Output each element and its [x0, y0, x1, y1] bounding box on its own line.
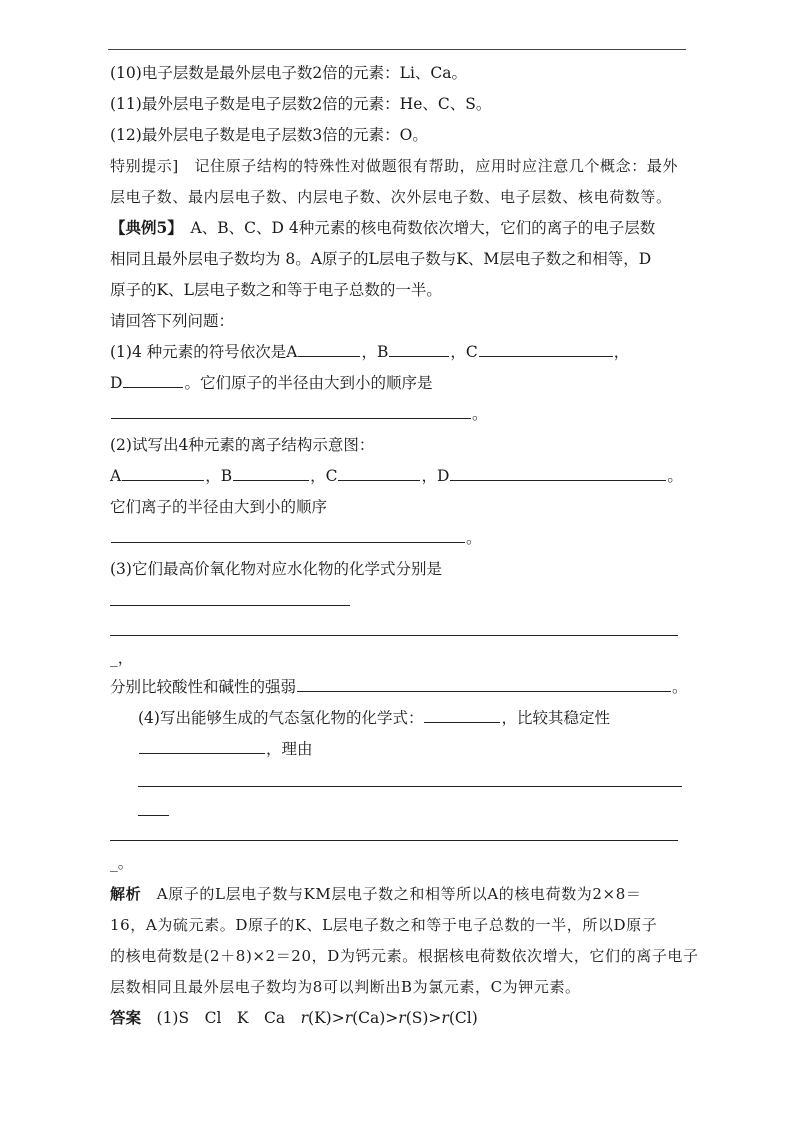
solution-line-2: 16，A为硫元素。D原子的K、L层电子数之和等于电子总数的一半，所以D原子	[110, 916, 658, 934]
q4-line-2	[138, 739, 313, 759]
q1-line-1	[110, 342, 629, 362]
q1-comma: ，	[613, 343, 630, 361]
solution-line-3: 的核电荷数是(2＋8)×2＝20，D为钙元素。根据核电荷数依次增大，它们的离子电子	[110, 947, 699, 965]
blank-q4-reason-3[interactable]	[110, 840, 678, 841]
q2-label-b: ，B	[205, 467, 233, 485]
q1-label-b: ，B	[361, 343, 389, 361]
blank-q3-1[interactable]	[110, 605, 350, 606]
q4-line-end: _。	[110, 854, 134, 872]
q2-line-1: (2)试写出4种元素的离子结构示意图：	[110, 436, 375, 454]
answer-r-1: r	[300, 1009, 309, 1027]
blank-q1-radius[interactable]	[111, 404, 471, 419]
q2-period-2: 。	[466, 529, 482, 547]
blank-q3-2[interactable]	[110, 635, 678, 636]
blank-q2-d[interactable]	[450, 466, 666, 481]
q3-line-3: _，	[110, 649, 134, 667]
blank-q1-c[interactable]	[479, 342, 613, 357]
tip-line-1: 特别提示] 记住原子结构的特殊性对做题很有帮助，应用时应注意几个概念：最外	[110, 157, 679, 175]
fact-line-11: (11)最外层电子数是电子层数2倍的元素：He、C、S。	[110, 95, 492, 113]
q3-compare-prompt: 分别比较酸性和碱性的强弱	[110, 678, 297, 696]
q1-label-d: D	[110, 374, 123, 392]
fact-line-10: (10)电子层数是最外层电子数2倍的元素：Li、Ca。	[110, 64, 468, 82]
q4-reason-prompt: ，理由	[266, 740, 313, 758]
blank-q2-c[interactable]	[338, 466, 420, 481]
blank-q4-reason-1[interactable]	[138, 786, 682, 787]
q3-line-4	[110, 677, 688, 697]
blank-q2-b[interactable]	[233, 466, 309, 481]
q2-line-2	[110, 466, 683, 486]
answer-r-2: r	[344, 1009, 353, 1027]
blank-q4-reason-2[interactable]	[138, 815, 169, 816]
example-line-3: 原子的K、L层电子数之和等于电子总数的一半。	[110, 281, 442, 299]
answer-k: (K)>	[308, 1009, 345, 1027]
blank-q4-stability[interactable]	[139, 739, 265, 754]
blank-q1-d[interactable]	[123, 373, 183, 388]
example-label: 【典例5】	[110, 218, 176, 237]
solution-line-1	[110, 884, 641, 904]
q4-stability-prompt: ，比较其稳定性	[501, 709, 610, 727]
q2-line-4	[110, 528, 482, 548]
blank-q3-compare[interactable]	[297, 677, 671, 692]
answer-label: 答案	[110, 1008, 142, 1027]
blank-q1-b[interactable]	[389, 342, 449, 357]
answer-s: (S)>	[405, 1009, 442, 1027]
blank-q1-a[interactable]	[298, 342, 360, 357]
q1-period: 。	[472, 405, 488, 423]
q2-line-3: 它们离子的半径由大到小的顺序	[110, 498, 328, 516]
q2-label-c: ，C	[310, 467, 338, 485]
header-rule	[108, 49, 686, 50]
tip-line-2: 层电子数、最内层电子数、内层电子数、次外层电子数、电子层数、核电荷数等。	[110, 188, 672, 206]
q4-prompt: (4)写出能够生成的气态氢化物的化学式：	[138, 709, 424, 727]
q1-line-3	[110, 404, 488, 424]
example-text-1: A、B、C、D 4种元素的核电荷数依次增大，它们的离子的电子层数	[175, 219, 656, 237]
q1-line-2	[110, 373, 432, 393]
blank-q2-radius[interactable]	[111, 528, 465, 543]
answer-line	[110, 1008, 478, 1028]
q2-period: 。	[667, 467, 683, 485]
q1-label-a: (1)4 种元素的符号依次是A	[110, 343, 298, 361]
answer-cl: (Cl)	[448, 1009, 478, 1027]
q2-label-d: ，D	[421, 467, 450, 485]
blank-q4-formula[interactable]	[424, 708, 500, 723]
answer-ca: (Ca)>	[352, 1009, 399, 1027]
answer-r-4: r	[441, 1009, 449, 1027]
q1-radius-prompt: 。它们原子的半径由大到小的顺序是	[184, 374, 433, 392]
q1-label-c: ，C	[450, 343, 478, 361]
ask-line: 请回答下列问题：	[110, 312, 235, 330]
blank-q2-a[interactable]	[122, 466, 204, 481]
answer-r-3: r	[398, 1009, 406, 1027]
q3-period: 。	[672, 678, 688, 696]
fact-line-12: (12)最外层电子数是电子层数3倍的元素：O。	[110, 126, 428, 144]
example-line-2: 相同且最外层电子数均为 8。A原子的L层电子数与K、M层电子数之和相等，D	[110, 250, 652, 268]
solution-line-4: 层数相同且最外层电子数均为8可以判断出B为氯元素，C为钾元素。	[110, 978, 581, 996]
q2-label-a: A	[110, 467, 122, 485]
answer-text: (1)S Cl K Ca	[141, 1009, 301, 1027]
q4-line-1	[138, 708, 610, 728]
solution-label: 解析	[110, 885, 142, 903]
example-line-1	[110, 218, 655, 238]
solution-text-1: A原子的L层电子数与KM层电子数之和相等所以A的核电荷数为2×8＝	[141, 885, 642, 903]
q3-line-1: (3)它们最高价氧化物对应水化物的化学式分别是	[110, 560, 442, 578]
